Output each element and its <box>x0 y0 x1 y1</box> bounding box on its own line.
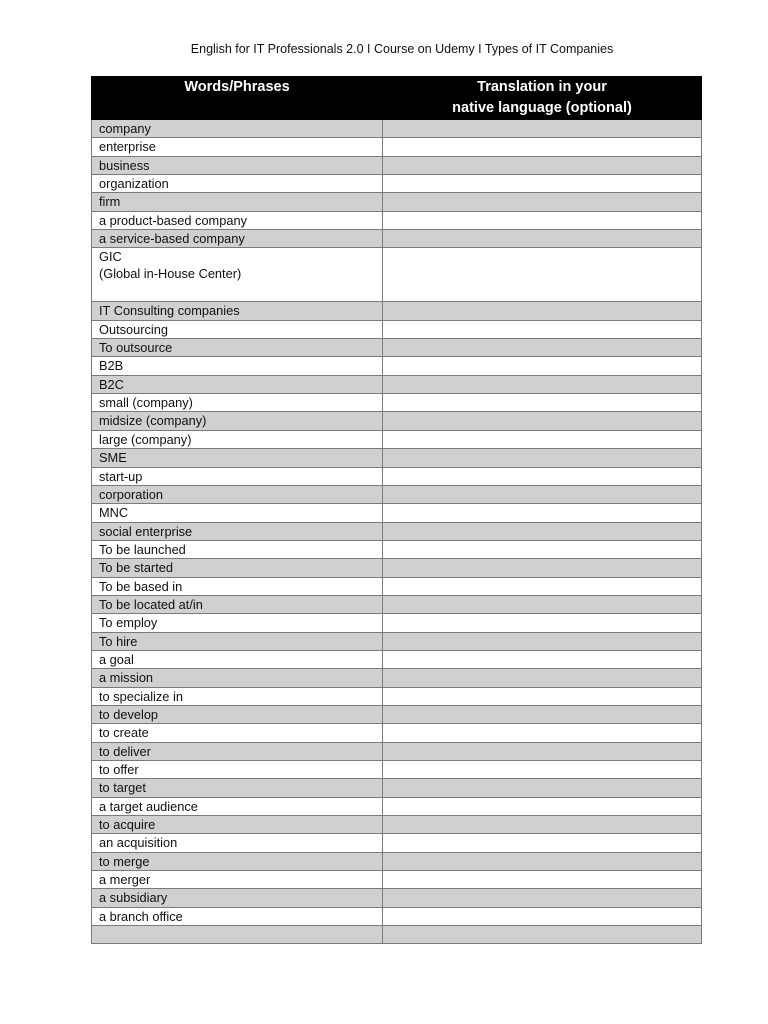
translation-cell[interactable] <box>383 302 702 320</box>
term-text: To be started <box>99 560 173 576</box>
translation-cell[interactable] <box>383 797 702 815</box>
table-row <box>92 889 702 907</box>
translation-cell[interactable] <box>383 742 702 760</box>
table-row <box>92 412 702 430</box>
table-row <box>92 761 702 779</box>
term-cell <box>92 430 383 448</box>
translation-cell[interactable] <box>383 540 702 558</box>
term-cell <box>92 669 383 687</box>
term-text: midsize (company) <box>99 413 207 429</box>
term-text: To be based in <box>99 578 183 594</box>
term-text: To be located at/in <box>99 596 203 612</box>
translation-cell[interactable] <box>383 852 702 870</box>
term-cell <box>92 797 383 815</box>
column-header-translation <box>383 77 702 120</box>
term-text: to offer <box>99 762 139 777</box>
table-row <box>92 175 702 193</box>
term-text: to deliver <box>99 743 151 759</box>
term-text: a merger <box>99 872 151 888</box>
translation-cell[interactable] <box>383 779 702 797</box>
table-row <box>92 430 702 448</box>
term-cell <box>92 724 383 742</box>
table-row <box>92 871 702 889</box>
translation-cell[interactable] <box>383 248 702 302</box>
translation-cell[interactable] <box>383 871 702 889</box>
translation-cell[interactable] <box>383 577 702 595</box>
translation-cell[interactable] <box>383 834 702 852</box>
term-cell <box>92 926 383 944</box>
term-cell <box>92 120 383 138</box>
table-row <box>92 230 702 248</box>
table-row <box>92 394 702 412</box>
translation-cell[interactable] <box>383 138 702 156</box>
translation-cell[interactable] <box>383 375 702 393</box>
translation-cell[interactable] <box>383 632 702 650</box>
table-body <box>92 120 702 944</box>
term-cell <box>92 834 383 852</box>
term-text: (Global in-House Center) <box>99 266 242 282</box>
term-cell <box>92 175 383 193</box>
table-row <box>92 577 702 595</box>
term-cell <box>92 138 383 156</box>
table-row <box>92 193 702 211</box>
table-row <box>92 339 702 357</box>
translation-cell[interactable] <box>383 412 702 430</box>
term-cell <box>92 357 383 375</box>
term-cell <box>92 816 383 834</box>
table-row <box>92 742 702 760</box>
table-row <box>92 302 702 320</box>
term-text: Outsourcing <box>99 321 168 337</box>
term-cell <box>92 742 383 760</box>
term-text: social enterprise <box>99 523 193 539</box>
term-cell <box>92 907 383 925</box>
translation-cell[interactable] <box>383 175 702 193</box>
term-cell <box>92 302 383 320</box>
term-cell <box>92 705 383 723</box>
translation-cell[interactable] <box>383 211 702 229</box>
term-cell <box>92 485 383 503</box>
translation-cell[interactable] <box>383 926 702 944</box>
translation-cell[interactable] <box>383 504 702 522</box>
translation-cell[interactable] <box>383 449 702 467</box>
term-text: a goal <box>99 651 134 667</box>
term-cell <box>92 412 383 430</box>
term-text: B2B <box>99 358 124 374</box>
term-text: organization <box>99 176 169 192</box>
translation-cell[interactable] <box>383 357 702 375</box>
term-text: company <box>99 121 151 136</box>
table-row <box>92 779 702 797</box>
term-text: a branch office <box>99 908 183 924</box>
term-text: to specialize in <box>99 688 183 704</box>
table-row <box>92 522 702 540</box>
term-text: a service-based company <box>99 231 245 247</box>
translation-cell[interactable] <box>383 430 702 448</box>
table-row <box>92 834 702 852</box>
term-text: firm <box>99 194 121 210</box>
translation-cell[interactable] <box>383 156 702 174</box>
term-text: SME <box>99 450 127 466</box>
term-text: corporation <box>99 486 164 502</box>
vocabulary-table <box>91 76 702 944</box>
term-cell <box>92 871 383 889</box>
table-row <box>92 614 702 632</box>
term-text: a mission <box>99 670 154 686</box>
term-cell <box>92 614 383 632</box>
term-cell <box>92 156 383 174</box>
table-row <box>92 632 702 650</box>
translation-cell[interactable] <box>383 889 702 907</box>
table-row <box>92 320 702 338</box>
column-header-line: Translation in your <box>477 79 607 95</box>
term-text: B2C <box>99 376 124 392</box>
translation-cell[interactable] <box>383 320 702 338</box>
table-row <box>92 138 702 156</box>
term-text: To employ <box>99 615 158 631</box>
translation-cell[interactable] <box>383 816 702 834</box>
column-header-words-phrases <box>92 77 383 120</box>
term-text: GIC <box>99 249 122 265</box>
term-cell <box>92 375 383 393</box>
translation-cell[interactable] <box>383 614 702 632</box>
translation-cell[interactable] <box>383 724 702 742</box>
table-row <box>92 687 702 705</box>
table-row <box>92 156 702 174</box>
term-cell <box>92 540 383 558</box>
table-row <box>92 669 702 687</box>
table-row <box>92 467 702 485</box>
term-text: to acquire <box>99 817 156 833</box>
translation-cell[interactable] <box>383 761 702 779</box>
table-row <box>92 559 702 577</box>
table-row <box>92 540 702 558</box>
translation-cell[interactable] <box>383 485 702 503</box>
translation-cell[interactable] <box>383 705 702 723</box>
term-cell <box>92 632 383 650</box>
translation-cell[interactable] <box>383 522 702 540</box>
term-text: a target audience <box>99 798 198 814</box>
term-cell <box>92 761 383 779</box>
term-text: IT Consulting companies <box>99 303 240 319</box>
column-header-line: native language (optional) <box>452 100 632 116</box>
term-cell <box>92 449 383 467</box>
translation-cell[interactable] <box>383 669 702 687</box>
table-row <box>92 595 702 613</box>
column-header-line: Words/Phrases <box>184 79 290 95</box>
term-text: large (company) <box>99 431 192 447</box>
table-row <box>92 705 702 723</box>
translation-cell[interactable] <box>383 687 702 705</box>
term-cell <box>92 193 383 211</box>
term-cell <box>92 320 383 338</box>
table-row <box>92 724 702 742</box>
term-cell <box>92 687 383 705</box>
term-text: to merge <box>99 853 150 869</box>
table-row <box>92 485 702 503</box>
term-text: To hire <box>99 633 138 649</box>
term-text: an acquisition <box>99 835 178 851</box>
table-row <box>92 504 702 522</box>
term-text: small (company) <box>99 395 193 411</box>
term-cell <box>92 522 383 540</box>
term-cell <box>92 779 383 797</box>
translation-cell[interactable] <box>383 559 702 577</box>
term-text: To outsource <box>99 340 173 356</box>
term-text: MNC <box>99 505 129 521</box>
term-text: a product-based company <box>99 212 247 228</box>
translation-cell[interactable] <box>383 230 702 248</box>
term-cell <box>92 650 383 668</box>
term-cell <box>92 595 383 613</box>
table-row <box>92 120 702 138</box>
term-text: business <box>99 157 150 173</box>
table-row <box>92 375 702 393</box>
translation-cell[interactable] <box>383 907 702 925</box>
term-cell <box>92 211 383 229</box>
header-row <box>92 77 702 120</box>
term-text: To be launched <box>99 541 186 557</box>
table-header <box>92 77 702 120</box>
term-text: a subsidiary <box>99 890 168 906</box>
term-cell <box>92 230 383 248</box>
term-cell <box>92 394 383 412</box>
translation-cell[interactable] <box>383 394 702 412</box>
table-row <box>92 816 702 834</box>
table-row <box>92 797 702 815</box>
table-row <box>92 357 702 375</box>
table-row <box>92 248 702 302</box>
translation-cell[interactable] <box>383 339 702 357</box>
page-title: English for IT Professionals 2.0 I Course on Udemy I Types of IT Companies <box>190 42 614 56</box>
term-cell <box>92 504 383 522</box>
translation-cell[interactable] <box>383 193 702 211</box>
translation-cell[interactable] <box>383 595 702 613</box>
translation-cell[interactable] <box>383 650 702 668</box>
term-cell <box>92 852 383 870</box>
term-cell <box>92 339 383 357</box>
term-cell <box>92 577 383 595</box>
table-row <box>92 449 702 467</box>
term-cell <box>92 559 383 577</box>
term-text: to target <box>99 780 146 796</box>
table-row <box>92 650 702 668</box>
translation-cell[interactable] <box>383 120 702 138</box>
table-row <box>92 926 702 944</box>
table-row <box>92 211 702 229</box>
translation-cell[interactable] <box>383 467 702 485</box>
term-text: start-up <box>99 468 143 484</box>
table-row <box>92 907 702 925</box>
term-text: enterprise <box>99 139 156 155</box>
term-cell <box>92 248 383 302</box>
term-cell <box>92 889 383 907</box>
term-text: to develop <box>99 706 159 722</box>
table-row <box>92 852 702 870</box>
term-cell <box>92 467 383 485</box>
term-text: to create <box>99 725 149 741</box>
